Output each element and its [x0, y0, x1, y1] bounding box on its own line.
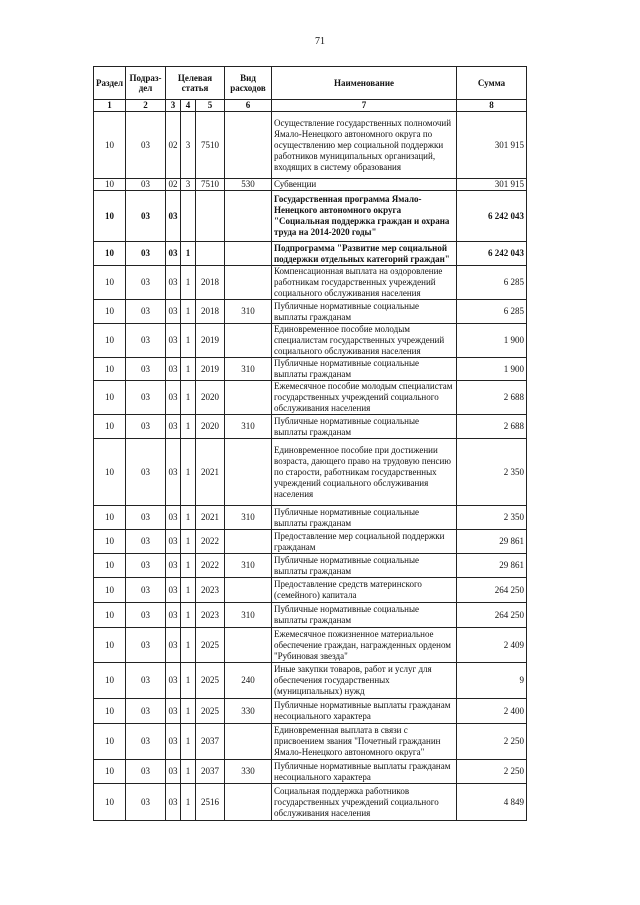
- table-cell-sum: 2 688: [457, 415, 527, 439]
- table-cell-name: Единовременное пособие молодым специалистам государственных учреждений социального обслуживания населения: [272, 324, 457, 358]
- table-cell-razdel: 10: [94, 663, 126, 699]
- table-cell-razdel: 10: [94, 506, 126, 530]
- table-cell-sum: 2 250: [457, 724, 527, 760]
- table-cell-sum: 1 900: [457, 324, 527, 358]
- table-row: [94, 699, 527, 724]
- table-cell-sum: 4 849: [457, 784, 527, 821]
- table-cell-program: 03: [166, 324, 181, 358]
- header-name: Наименование: [272, 67, 457, 100]
- table-cell-direction: [196, 242, 225, 266]
- table-cell-vid: 310: [225, 506, 272, 530]
- table-cell-subprogram: 1: [181, 628, 196, 663]
- table-cell-podrazdel: 03: [126, 381, 166, 415]
- table-cell-vid: [225, 628, 272, 663]
- table-cell-razdel: 10: [94, 415, 126, 439]
- table-cell-name: Предоставление средств материнского (семейного) капитала: [272, 578, 457, 603]
- table-cell-razdel: 10: [94, 784, 126, 821]
- table-cell-sum: 264 250: [457, 578, 527, 603]
- table-cell-razdel: 10: [94, 242, 126, 266]
- table-cell-subprogram: 1: [181, 324, 196, 358]
- table-cell-program: 03: [166, 191, 181, 242]
- table-cell-sum: 29 861: [457, 554, 527, 578]
- table-row: [94, 760, 527, 784]
- table-cell-sum: 264 250: [457, 603, 527, 628]
- table-cell-vid: [225, 439, 272, 506]
- table-cell-program: 03: [166, 724, 181, 760]
- table-cell-razdel: 10: [94, 358, 126, 381]
- table-cell-podrazdel: 03: [126, 506, 166, 530]
- table-cell-name: Публичные нормативные социальные выплаты гражданам: [272, 554, 457, 578]
- table-cell-name: Государственная программа Ямало-Ненецкого автономного округа "Социальная поддержка граждан и охрана труда на 2014-2020 годы": [272, 191, 457, 242]
- table-cell-program: 03: [166, 628, 181, 663]
- table-cell-podrazdel: 03: [126, 554, 166, 578]
- table-cell-program: 03: [166, 663, 181, 699]
- table-row: [94, 554, 527, 578]
- table-cell-sum: 2 400: [457, 699, 527, 724]
- table-cell-sum: 9: [457, 663, 527, 699]
- table-cell-direction: 7510: [196, 112, 225, 179]
- table-cell-name: Публичные нормативные социальные выплаты гражданам: [272, 415, 457, 439]
- table-row: [94, 784, 527, 821]
- table-row: [94, 381, 527, 415]
- table-cell-vid: [225, 724, 272, 760]
- table-cell-subprogram: 1: [181, 506, 196, 530]
- table-row: [94, 415, 527, 439]
- table-cell-direction: 2020: [196, 381, 225, 415]
- table-row: [94, 358, 527, 381]
- table-cell-name: Единовременное пособие при достижении возраста, дающего право на трудовую пенсию по старости, работникам государственных учреждений социального обслуживания населения: [272, 439, 457, 506]
- table-cell-podrazdel: 03: [126, 439, 166, 506]
- header-vid: Вид расходов: [225, 67, 272, 100]
- table-cell-razdel: 10: [94, 530, 126, 554]
- table-row: [94, 724, 527, 760]
- table-cell-program: 03: [166, 760, 181, 784]
- table-cell-vid: 310: [225, 603, 272, 628]
- table-cell-subprogram: 1: [181, 358, 196, 381]
- table-row: [94, 663, 527, 699]
- table-cell-sum: 6 242 043: [457, 242, 527, 266]
- table-cell-subprogram: 1: [181, 724, 196, 760]
- table-cell-direction: 7510: [196, 179, 225, 191]
- table-cell-direction: 2022: [196, 530, 225, 554]
- table-cell-program: 03: [166, 784, 181, 821]
- table-cell-subprogram: 3: [181, 179, 196, 191]
- table-cell-program: 03: [166, 506, 181, 530]
- table-cell-direction: 2025: [196, 699, 225, 724]
- table-cell-program: 03: [166, 603, 181, 628]
- table-cell-sum: 6 285: [457, 266, 527, 300]
- table-cell-podrazdel: 03: [126, 699, 166, 724]
- table-cell-razdel: 10: [94, 578, 126, 603]
- table-cell-podrazdel: 03: [126, 415, 166, 439]
- table-cell-program: 03: [166, 266, 181, 300]
- table-cell-subprogram: 1: [181, 603, 196, 628]
- header-razdel: Раздел: [94, 67, 126, 100]
- table-cell-program: 02: [166, 112, 181, 179]
- table-cell-vid: [225, 324, 272, 358]
- table-cell-podrazdel: 03: [126, 324, 166, 358]
- table-cell-vid: 310: [225, 358, 272, 381]
- table-cell-subprogram: 1: [181, 439, 196, 506]
- table-cell-vid: [225, 784, 272, 821]
- table-row: [94, 506, 527, 530]
- table-cell-razdel: 10: [94, 179, 126, 191]
- table-body: [94, 112, 527, 821]
- table-cell-vid: [225, 266, 272, 300]
- table-cell-podrazdel: 03: [126, 112, 166, 179]
- table-cell-program: 03: [166, 699, 181, 724]
- table-cell-podrazdel: 03: [126, 300, 166, 324]
- table-cell-subprogram: 1: [181, 300, 196, 324]
- table-cell-program: 03: [166, 439, 181, 506]
- table-cell-subprogram: 1: [181, 784, 196, 821]
- table-cell-podrazdel: 03: [126, 724, 166, 760]
- table-cell-razdel: 10: [94, 300, 126, 324]
- table-cell-subprogram: 1: [181, 381, 196, 415]
- table-cell-direction: 2021: [196, 506, 225, 530]
- table-cell-subprogram: 1: [181, 760, 196, 784]
- table-cell-podrazdel: 03: [126, 628, 166, 663]
- table-cell-vid: [225, 381, 272, 415]
- table-cell-sum: 2 250: [457, 760, 527, 784]
- table-cell-podrazdel: 03: [126, 663, 166, 699]
- table-cell-name: Компенсационная выплата на оздоровление работникам государственных учреждений социального обслуживания населения: [272, 266, 457, 300]
- column-number: 7: [272, 100, 457, 112]
- table-cell-direction: 2021: [196, 439, 225, 506]
- table-cell-vid: 310: [225, 300, 272, 324]
- table-cell-razdel: 10: [94, 554, 126, 578]
- table-cell-program: 03: [166, 381, 181, 415]
- table-row: [94, 242, 527, 266]
- budget-table: [93, 66, 527, 821]
- column-number-row: [94, 100, 527, 112]
- table-cell-podrazdel: 03: [126, 191, 166, 242]
- column-number: 4: [181, 100, 196, 112]
- table-cell-subprogram: 1: [181, 530, 196, 554]
- table-cell-direction: 2516: [196, 784, 225, 821]
- header-sum: Сумма: [457, 67, 527, 100]
- table-cell-name: Ежемесячное пожизненное материальное обеспечение граждан, награжденных орденом "Рубиновая звезда": [272, 628, 457, 663]
- table-row: [94, 628, 527, 663]
- table-cell-name: Предоставление мер социальной поддержки гражданам: [272, 530, 457, 554]
- table-cell-podrazdel: 03: [126, 266, 166, 300]
- table-cell-subprogram: 1: [181, 578, 196, 603]
- table-cell-subprogram: 1: [181, 554, 196, 578]
- table-cell-direction: 2020: [196, 415, 225, 439]
- table-cell-program: 02: [166, 179, 181, 191]
- table-row: [94, 266, 527, 300]
- table-cell-razdel: 10: [94, 381, 126, 415]
- table-cell-program: 03: [166, 578, 181, 603]
- table-cell-podrazdel: 03: [126, 578, 166, 603]
- table-row: [94, 603, 527, 628]
- table-cell-direction: 2019: [196, 358, 225, 381]
- table-cell-direction: 2023: [196, 603, 225, 628]
- table-cell-subprogram: [181, 191, 196, 242]
- table-cell-vid: 310: [225, 554, 272, 578]
- table-cell-podrazdel: 03: [126, 603, 166, 628]
- table-cell-subprogram: 1: [181, 415, 196, 439]
- table-cell-name: Единовременная выплата в связи с присвоением звания "Почетный гражданин Ямало-Ненецкого автономного округа": [272, 724, 457, 760]
- table-cell-razdel: 10: [94, 760, 126, 784]
- table-cell-subprogram: 1: [181, 266, 196, 300]
- table-cell-program: 03: [166, 530, 181, 554]
- table-cell-name: Подпрограмма "Развитие мер социальной поддержки отдельных категорий граждан": [272, 242, 457, 266]
- table-cell-razdel: 10: [94, 699, 126, 724]
- table-cell-sum: 2 688: [457, 381, 527, 415]
- table-row: [94, 191, 527, 242]
- table-cell-direction: 2023: [196, 578, 225, 603]
- table-cell-name: Публичные нормативные социальные выплаты гражданам: [272, 506, 457, 530]
- table-cell-name: Иные закупки товаров, работ и услуг для обеспечения государственных (муниципальных) нужд: [272, 663, 457, 699]
- table-cell-razdel: 10: [94, 724, 126, 760]
- table-cell-direction: 2025: [196, 663, 225, 699]
- table-cell-podrazdel: 03: [126, 242, 166, 266]
- header-row: [94, 67, 527, 100]
- header-target: Целевая статья: [166, 67, 225, 100]
- table-row: [94, 439, 527, 506]
- table-cell-subprogram: 1: [181, 699, 196, 724]
- table-cell-vid: 330: [225, 760, 272, 784]
- table-cell-vid: [225, 191, 272, 242]
- table-row: [94, 530, 527, 554]
- table-cell-razdel: 10: [94, 439, 126, 506]
- table-cell-direction: [196, 191, 225, 242]
- table-cell-program: 03: [166, 358, 181, 381]
- table-cell-sum: 6 285: [457, 300, 527, 324]
- table-cell-vid: 310: [225, 415, 272, 439]
- table-cell-vid: [225, 112, 272, 179]
- table-cell-vid: 330: [225, 699, 272, 724]
- column-number: 3: [166, 100, 181, 112]
- table-row: [94, 578, 527, 603]
- column-number: 6: [225, 100, 272, 112]
- table-cell-sum: 301 915: [457, 112, 527, 179]
- table-cell-name: Публичные нормативные выплаты гражданам несоциального характера: [272, 699, 457, 724]
- table-cell-vid: [225, 242, 272, 266]
- table-cell-razdel: 10: [94, 191, 126, 242]
- table-cell-podrazdel: 03: [126, 179, 166, 191]
- table-cell-razdel: 10: [94, 628, 126, 663]
- table-cell-name: Публичные нормативные выплаты гражданам несоциального характера: [272, 760, 457, 784]
- table-cell-sum: 2 409: [457, 628, 527, 663]
- table-cell-razdel: 10: [94, 266, 126, 300]
- table-row: [94, 112, 527, 179]
- table-cell-direction: 2037: [196, 724, 225, 760]
- table-cell-program: 03: [166, 242, 181, 266]
- table-cell-razdel: 10: [94, 112, 126, 179]
- table-cell-razdel: 10: [94, 324, 126, 358]
- table-row: [94, 300, 527, 324]
- table-cell-subprogram: 3: [181, 112, 196, 179]
- table-cell-name: Субвенции: [272, 179, 457, 191]
- table-cell-direction: 2025: [196, 628, 225, 663]
- table-cell-vid: 530: [225, 179, 272, 191]
- table-cell-sum: 29 861: [457, 530, 527, 554]
- table-cell-razdel: 10: [94, 603, 126, 628]
- table-cell-vid: [225, 578, 272, 603]
- table-cell-podrazdel: 03: [126, 530, 166, 554]
- header-podrazdel: Подраз- дел: [126, 67, 166, 100]
- table-cell-subprogram: 1: [181, 663, 196, 699]
- column-number: 8: [457, 100, 527, 112]
- column-number: 1: [94, 100, 126, 112]
- table-cell-direction: 2018: [196, 300, 225, 324]
- table-cell-program: 03: [166, 415, 181, 439]
- table-cell-program: 03: [166, 554, 181, 578]
- table-cell-direction: 2018: [196, 266, 225, 300]
- table-cell-sum: 301 915: [457, 179, 527, 191]
- table-cell-direction: 2019: [196, 324, 225, 358]
- table-cell-sum: 1 900: [457, 358, 527, 381]
- table-cell-name: Осуществление государственных полномочий Ямало-Ненецкого автономного округа по осуществлению мер социальной поддержки работников муниципальных организаций, входящих в систему образования: [272, 112, 457, 179]
- table-cell-name: Публичные нормативные социальные выплаты гражданам: [272, 358, 457, 381]
- table-cell-sum: 2 350: [457, 439, 527, 506]
- column-number: 2: [126, 100, 166, 112]
- table-cell-name: Публичные нормативные социальные выплаты гражданам: [272, 603, 457, 628]
- table-cell-name: Социальная поддержка работников государственных учреждений социального обслуживания населения: [272, 784, 457, 821]
- column-number: 5: [196, 100, 225, 112]
- table-cell-podrazdel: 03: [126, 760, 166, 784]
- table-row: [94, 179, 527, 191]
- table-cell-name: Ежемесячное пособие молодым специалистам государственных учреждений социального обслуживания населения: [272, 381, 457, 415]
- table-cell-sum: 2 350: [457, 506, 527, 530]
- table-cell-direction: 2022: [196, 554, 225, 578]
- page-number: 71: [315, 36, 325, 47]
- table-cell-subprogram: 1: [181, 242, 196, 266]
- table-cell-program: 03: [166, 300, 181, 324]
- table-cell-podrazdel: 03: [126, 784, 166, 821]
- table-row: [94, 324, 527, 358]
- table-cell-name: Публичные нормативные социальные выплаты гражданам: [272, 300, 457, 324]
- table-cell-vid: 240: [225, 663, 272, 699]
- table-cell-podrazdel: 03: [126, 358, 166, 381]
- table-cell-direction: 2037: [196, 760, 225, 784]
- table-cell-sum: 6 242 043: [457, 191, 527, 242]
- table-cell-vid: [225, 530, 272, 554]
